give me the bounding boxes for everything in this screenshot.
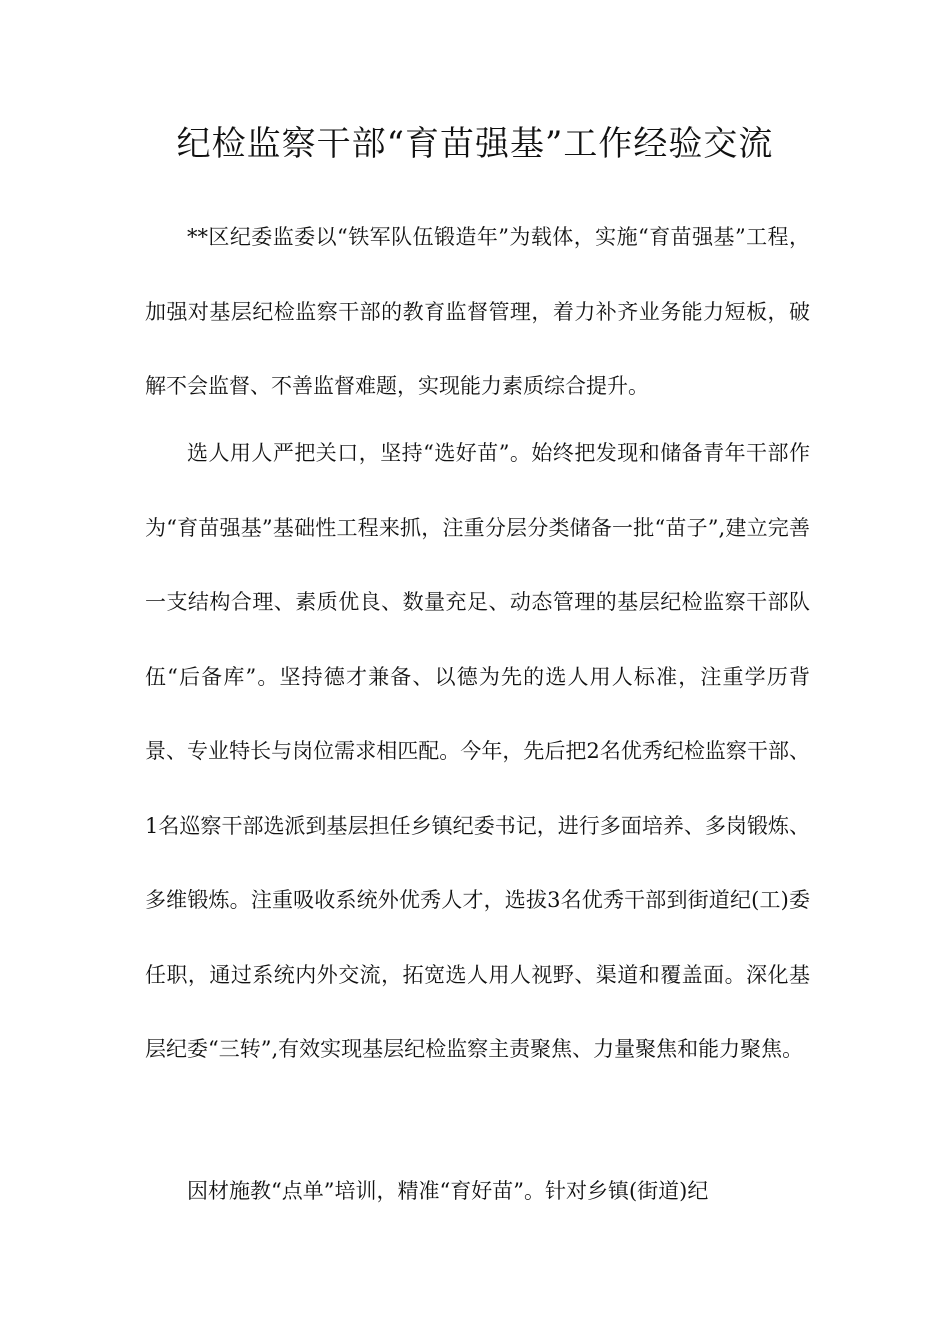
paragraph-training: 因材施教“点单”培训，精准“育好苗”。针对乡镇(街道)纪 <box>187 1179 709 1203</box>
document-title: 纪检监察干部“育苗强基”工作经验交流 <box>176 124 774 164</box>
paragraph-intro: **区纪委监委以“铁军队伍锻造年”为载体，实施“育苗强基”工程，加强对基层纪检监察干部的教育监督管理，着力补齐业务能力短板，破解不会监督、不善监督难题，实现能力素质综合提升。 <box>145 225 810 398</box>
paragraph-select-talent: 选人用人严把关口，坚持“选好苗”。始终把发现和储备青年干部作为“育苗强基”基础性工程来抓，注重分层分类储备一批“苗子”,建立完善一支结构合理、素质优良、数量充足、动态管理的基层纪检监察干部队伍“后备库”。坚持德才兼备、以德为先的选人用人标准，注重学历背景、专业特长与岗位需求相匹配。今年，先后把2名优秀纪检监察干部、1名巡察干部选派到基层担任乡镇纪委书记，进行多面培养、多岗锻炼、多维锻炼。注重吸收系统外优秀人才，选拔3名优秀干部到街道纪(工)委任职，通过系统内外交流，拓宽选人用人视野、渠道和覆盖面。深化基层纪委“三转”,有效实现基层纪检监察主责聚焦、力量聚焦和能力聚焦。 <box>145 441 810 1061</box>
